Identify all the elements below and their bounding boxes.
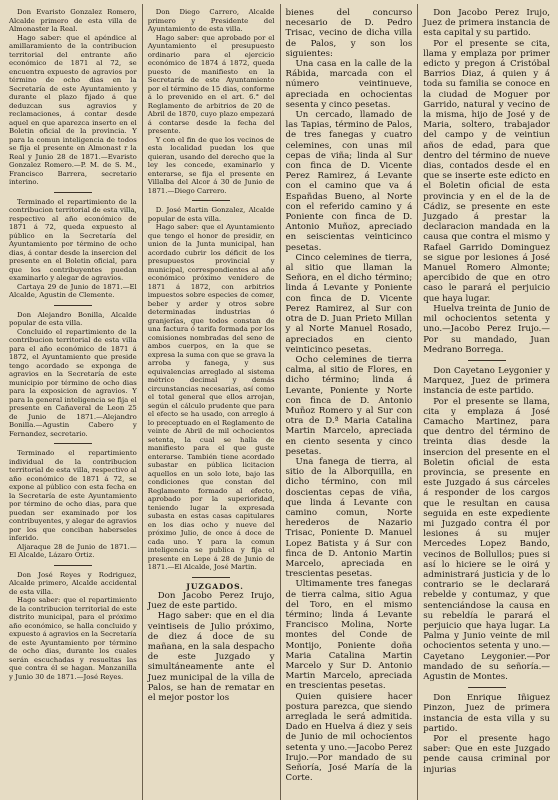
- notice-signature: Cartaya 29 de Junio de 1871.—El Alcalde, Agustin de Clemente.: [9, 282, 137, 299]
- notice-body: Por el presente se cita, llama y emplaza por primer edicto y pregon á Cristóbal Barrios Diaz, á quien y á toda su familia se conoce en la ciudad de Moguer por Garrido, natural y vecino de la misma, hijo de José y de Maria, soltero, trabajador del campo y de veintiun años de edad, para que dentro del término de nueve dias, contados desde el en que se inserte este edicto en el Boletin oficial de esta provincia y en el de la de Cádiz, se presente en este Juzgado á prestar la declaracion mandada en la causa que contra el mismo y Rafael Garrido Dominguez se sigue por lesiones á José Manuel Romero Almonte; apercibido de que en otro caso le parará el perjuicio que haya lugar.: [423, 38, 550, 304]
- notice-body: Quien quisiere hacer postura parezca, que siendo arreglada le será admitida. Dado en Huelva á diez y seis de Junio de mil ochocientos setenta y uno.—Jacobo Perez Irujo.—Por mandado de su Señoría, José María de la Corte.: [285, 691, 413, 784]
- notice-body: Por el presente se llama, cita y emplaza á José Camacho Martinez, para que dentro del término de treinta dias desde la insercion del presente en el Boletin oficial de esta provincia, se presente en este Juzgado á sus cárceles á responder de los cargos que le resultan en causa seguida en este expediente mi Juzgado contra él por lesiones á su mujer Mercedes Lopez Bando, vecinos de Bollullos; pues si así lo hiciere se le oirá y administrará justicia y de lo contrario se le declarará rebelde y contumaz, y que sentenciándose la causa en su rebeldía le parará el perjuicio que haya lugar. La Palma y Junio veinte de mil ochocientos setenta y uno.—Cayetano Leygonier.—Por mandado de su señoría.—Agustin de Montes.: [423, 396, 550, 682]
- notice-body: Hago saber: que el Ayuntamiento que tengo el honor de presidir, en union de la Junta municipal, han acordado cubrir los déficit de los presupuestos provincial y municipal, correspondientes al año económico próximo venidero de 1871 á 1872, con arbitrios impuestos sobre especies de comer, beber y arder y otros sobre determinadas industrias ó granjerías, que todos constan de una factura ó tarifa formada por los comisiones nombradas del seno de ambos cuerpos, en la que se expresa la suma con que se grava la arroba y fanega, y sus equivalencias arreglado al sistema métrico decimal y demás circunstancias necesarias, así como el total general que ellos arrojan, según el cálculo prudente que para el efecto se ha usado, con arreglo á lo preceptuado en el Reglamento de veinte de Abril de mil ochocientos setenta, la cual se halla de manifiesto para el que guste enterarse. También tiene acordado subastar en pública licitacion aquellos en un solo lote, bajo las condiciones que constan del Reglamento formado al efecto, aprobado por la superioridad, teniendo lugar la expresada subasta en estas casas capitulares en los dias ocho y nueve del próximo Julio, de once á doce de cada uno. Y para la comun inteligencia se publica y fija el presente en Lepe á 28 de Junio de 1871.—El Alcalde, José Martin.: [147, 223, 275, 571]
- notice-heading: D. José Martin Gonzalez, Alcalde popular de esta villa.: [147, 206, 275, 223]
- notice-body: Y con el fin de que los vecinos de esta localidad puedan los que quieran, usando del derecho que la ley les concede, examinarlo y enterarse, se fija el presente en Villalba del Alcor á 30 de Junio de 1871.—Diego Carrero.: [147, 135, 275, 195]
- section-heading-juzgados: JUZGADOS.: [186, 581, 244, 591]
- notice-body: Por el presente hago saber: Que en este Juzgado pende causa criminal por injurias: [423, 734, 550, 775]
- divider: [192, 200, 230, 201]
- notice-body: Concluido el repartimiento de la contribucion territorial de esta villa para el año económico de 1871 á 1872, el Ayuntamiento que preside tengo acordado se exponga de agravios en la Secretaría de este municipio por término de ocho dias para la exposicion de agravios. Y para la general inteligencia se fija el presente en Cañaveral de Leon 25 de Junio de 1871.—Alejandro Bonilla.—Agustin Cabero y Fernandez, secretario.: [9, 327, 137, 438]
- notice-body: Hago saber: que en el dia veintiseis de Julio próximo, de diez á doce de su mañana, en la sala despacho de este Juzgado y simultáneamente ante el Juez municipal de la villa de Palos, se han de rematar en el mejor postor los: [147, 611, 275, 704]
- column-2: [142, 4, 280, 800]
- divider: [192, 577, 230, 578]
- notice-cartaya: [9, 198, 137, 300]
- notice-body: Terminado el repartimiento de la contribucion territorial de esta villa, respectivo al año económico de 1871 á 72, queda expuesto al público en la Secretaría del Ayuntamiento por término de ocho dias, á contar desde la insercion del presente en el Boletin oficial, para que los contribuyentes puedan examinarlo y alegar de agravios.: [9, 197, 137, 282]
- notice-body: Hago saber: que aprobado por el Ayuntamiento el presupuesto ordinario para el ejercicio económico de 1874 á 1872, queda puesto de manifiesto en la Secretaría de este Ayuntamiento por el término de 15 dias, conforme á lo prevenido en el art. 6.° del Reglamento de arbitrios de 20 de Abril de 1870, cuyo plazo empezará á contarse desde la fecha del presente.: [147, 33, 275, 135]
- notice-heading: Don Diego Carrero, Alcalde primero y Presidente del Ayuntamiento de esta villa.: [147, 8, 275, 33]
- notice-heading: Don Cayetano Leygonier y Marquez, Juez de primera instancia de este partido.: [423, 365, 550, 397]
- notice-body: Terminado el repartimiento individual de la contribucion territorial de esta villa, respectivo al año económico de 1871 á 72, se expone al público con esta fecha en la Secretaría de este Ayuntamiento por término de ocho dias, para que puedan ser examinado por los contribuyentes, y alegar de agravios por los que conciban haberseles inferido.: [9, 449, 137, 542]
- divider: [54, 305, 92, 306]
- notice-body: Ultimamente tres fanegas de tierra calma, sitio Agua del Toro, en el mismo término; linda á Levante Francisco Molina, Norte montes del Conde de Montijo, Poniente doña Maria Catalina Martin Marcelo y Sur D. Antonio Martin Marcelo, apreciada en trescientas pesetas.: [285, 579, 413, 692]
- notice-body: Cinco celemines de tierra, al sitio que llaman la Señora, en el dicho término; linda á Levante y Poniente con finca de D. Vicente Perez Ramirez, al Sur con otra de D. Juan Prieto Millan y al Norte Manuel Rosado, apreciados en ciento veinticinco pesetas.: [285, 252, 413, 355]
- notice-villalba: [148, 8, 275, 195]
- notice-body: Huelva treinta de Junio de mil ochocientos setenta y uno.—Jacobo Perez Irujo.—Por su mandado, Juan Medrano Borrega.: [423, 303, 550, 355]
- notice-heading: Don José Reyes y Rodriguez, Alcalde primero, Alcalde accidental de esta villa.: [9, 570, 137, 596]
- column-3: [280, 4, 418, 800]
- notice-heading: Don Alejandro Bonilla, Alcalde popular de esta villa.: [9, 310, 137, 327]
- notice-body: Un cercado, llamado de las Tapias, término de Palos, de tres fanegas y cuatro celemines, con unas mil cepas de viña; linda al Sur con finca de D. Vicente Perez Ramirez, á Levante con el camino que va á Españdas Bueno, al Norte con el referido camino y á Poniente con finca de D. Antonio Muñoz, apreciado en seiscientas veinticinco pesetas.: [285, 110, 413, 253]
- notice-aljaraque: [9, 449, 137, 560]
- notice-heading: Don Enrique Iñiguez Pinzon, Juez de primera instancia de esta villa y su partido.: [423, 693, 550, 734]
- notice-body: Una casa en la calle de la Rábida, marcada con el número veintinueve, apreciada en ochocientas sesenta y cinco pesetas.: [285, 59, 413, 110]
- notice-la-palma: [423, 366, 550, 682]
- notice-body: Ocho celemines de tierra calma, al sitio de Flores, en dicho término; linda á Levante, Poniente y Norte con finca de D. Antonio Muñoz Romero y al Sur con otra de D.ª Maria Catalina Martin Marcelo, apreciada en ciento sesenta y cinco pesetas.: [285, 354, 413, 457]
- notice-body: Una fanega de tierra, al sitio de la Alborquilla, en dicho término, con mil doscientas cepas de viña, que linda á Levante con camino comun, Norte herederos de Nazario Trisac, Poniente D. Manuel Lopez Batista y á Sur con finca de D. Antonio Martin Marcelo, apreciada en trescientas pesetas.: [285, 456, 413, 580]
- column-1: [4, 4, 142, 800]
- divider: [468, 360, 506, 361]
- divider: [54, 192, 92, 193]
- notice-manzanilla: [9, 571, 137, 682]
- divider: [54, 443, 92, 444]
- divider: [54, 565, 92, 566]
- notice-huelva: [423, 8, 550, 355]
- notice-pinzon: [423, 693, 550, 775]
- notice-lepe: [148, 206, 275, 572]
- notice-almonaster: [9, 8, 137, 187]
- notice-body: Hago saber: que el apéndice al amillaramiento de la contribucion territorial del entrante año económico de 1871 al 72, se encuentra expuesto de agravios por término de ocho dias en la Secretaría de este Ayuntamiento y durante el plazo fijado á que deduzcan sus agravios y reclamaciones, á contar desde aquel en que aparezca inserto en el Boletin oficial de la provincia. Y para la comun inteligencia de todos se fija el presente en Almonast r la Real y Junio 28 de 1871.—Evaristo Gonzalez Romero.—P. M. de S. M., Francisco Barrera, secretario interino.: [9, 33, 137, 186]
- column-4: [417, 4, 555, 800]
- notice-body: bienes del concurso necesario de D. Pedro Trisac, vecino de dicha villa de Palos, y son los siguientes:: [285, 8, 413, 59]
- notice-body: Hago saber: que el repartimiento de la contribucion territorial de este distrito municipal, para el próximo año económico, se halla concluido y expuesto á agravios en la Secretaría de este Ayuntamiento por término de ocho dias, durante los cuales serán escuchadas y resueltas las que contra él se hagan. Manzanilla y Junio 30 de 1871.—José Reyes.: [9, 596, 137, 681]
- notice-heading: Don Evaristo Gonzalez Romero, Alcalde primero de esta villa de Almonaster la Real.: [9, 8, 137, 33]
- notice-heading: Don Jacobo Perez Irujo, Juez de este partido.: [147, 591, 275, 612]
- notice-canaveral: [9, 311, 137, 439]
- divider: [468, 687, 506, 688]
- notice-signature: Aljaraque 28 de Junio de 1871.—El Alcalde, Lázaro Ortiz.: [9, 542, 137, 559]
- notice-court-palos: [148, 591, 275, 703]
- notice-heading: Don Jacobo Perez Irujo, Juez de primera instancia de esta capital y su partido.: [423, 8, 550, 39]
